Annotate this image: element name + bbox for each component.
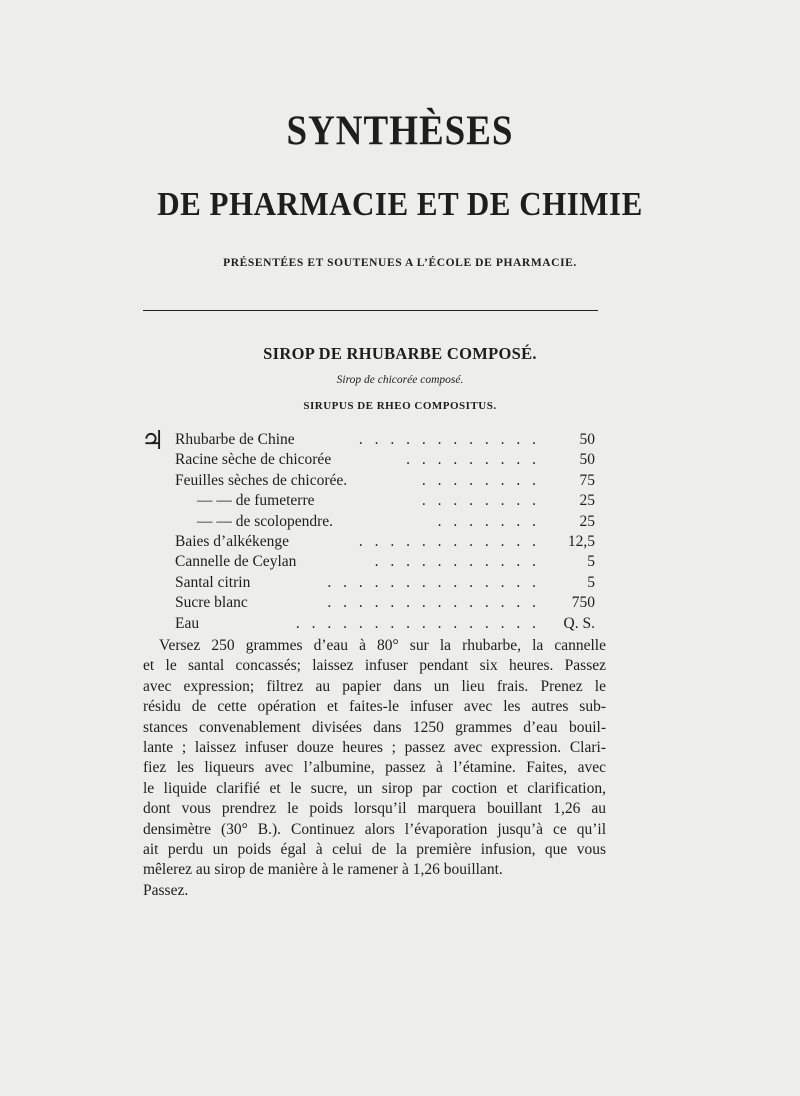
ingredient-list	[175, 430, 595, 634]
ingredient-quantity: 25	[579, 492, 595, 510]
ingredient-row	[175, 573, 595, 593]
paragraph-line: Versez 250 grammes d’eau à 80° sur la rhubarbe, la cannelle	[159, 637, 606, 654]
ingredient-name: Santal citrin	[175, 573, 251, 591]
ingredient-row	[175, 491, 595, 511]
ingredient-row	[175, 552, 595, 572]
ingredient-row	[175, 532, 595, 552]
ingredient-quantity: 75	[579, 471, 595, 489]
ingredient-name: Baies d’alkékenge	[175, 532, 290, 550]
paragraph-line: lante ; laissez infuser douze heures ; passez avec expression. Clari-	[143, 738, 606, 756]
ingredient-name: — — de fumeterre	[197, 492, 315, 510]
ingredient-name: Feuilles sèches de chicorée.	[175, 471, 348, 489]
leader-dots: . . . . . . . . .	[406, 451, 540, 469]
ingredient-row	[175, 593, 595, 613]
page-subtitle: PRÉSENTÉES ET SOUTENUES A L’ÉCOLE DE PHARMACIE.	[223, 257, 577, 269]
section-italic-subtitle: Sirop de chicorée composé.	[336, 374, 464, 386]
paragraph-line: mêlerez au sirop de manière à le ramener à 1,26 bouillant.	[143, 861, 503, 879]
ingredient-quantity: 50	[579, 451, 595, 469]
page-title: SYNTHÈSES	[286, 107, 514, 156]
ingredient-row	[175, 614, 595, 634]
leader-dots: . . . . . . . . . . .	[374, 553, 540, 571]
ingredient-row	[175, 471, 595, 491]
ingredient-quantity: 750	[571, 594, 595, 612]
paragraph-line: densimètre (30° B.). Continuez alors l’évaporation jusqu’à ce qu’il	[143, 820, 606, 838]
ingredient-quantity: 5	[587, 553, 595, 571]
paragraph-line: et le santal concassés; laissez infuser pendant six heures. Passez	[143, 657, 606, 675]
leader-dots: . . . . . . . .	[421, 471, 540, 489]
instructions-paragraph	[143, 636, 606, 901]
ingredient-name: — — de scolopendre.	[197, 512, 334, 530]
paragraph-line: le liquide clarifié et le sucre, un sirop par coction et clarification,	[143, 779, 606, 797]
paragraph-line: fiez les liqueurs avec l’albumine, passez à l’étamine. Faites, avec	[143, 759, 606, 777]
leader-dots: . . . . . . . . . . . .	[358, 431, 540, 448]
ingredient-quantity: 12,5	[567, 532, 595, 550]
ingredient-name: Eau	[175, 614, 200, 632]
divider-rule	[143, 310, 598, 311]
paragraph-line: résidu de cette opération et faites-le infuser avec les autres sub-	[143, 698, 606, 716]
leader-dots: . . . . . . . . . . . . . .	[327, 573, 540, 591]
page-title-line2: DE PHARMACIE ET DE CHIMIE	[157, 184, 643, 223]
ingredient-quantity: 50	[579, 431, 595, 448]
ingredient-row	[175, 450, 595, 470]
recipe-symbol-icon: ♃	[141, 426, 165, 455]
leader-dots: . . . . . . . .	[421, 492, 540, 510]
ingredient-row	[175, 430, 595, 450]
leader-dots: . . . . . . . . . . . .	[358, 532, 540, 550]
ingredient-quantity: Q. S.	[563, 614, 595, 632]
ingredient-row	[175, 512, 595, 532]
paragraph-line: stances convenablement divisées dans 1250 grammes d’eau bouil-	[143, 718, 606, 736]
ingredient-name: Cannelle de Ceylan	[175, 553, 297, 571]
paragraph-line: ait perdu un poids égal à celui de la première infusion, que vous	[143, 840, 606, 858]
section-latin-title: SIRUPUS DE RHEO COMPOSITUS.	[303, 400, 497, 412]
paragraph-line: Passez.	[143, 881, 189, 899]
ingredient-name: Rhubarbe de Chine	[175, 431, 295, 448]
ingredient-name: Sucre blanc	[175, 594, 248, 612]
section-title: SIROP DE RHUBARBE COMPOSÉ.	[263, 344, 537, 363]
ingredient-name: Racine sèche de chicorée	[175, 451, 332, 469]
leader-dots: . . . . . . . . . . . . . . . .	[295, 614, 540, 632]
paragraph-line: avec expression; filtrez au papier dans un lieu frais. Prenez le	[143, 677, 606, 695]
leader-dots: . . . . . . . . . . . . . .	[327, 594, 540, 612]
ingredient-quantity: 5	[587, 573, 595, 591]
leader-dots: . . . . . . .	[437, 512, 540, 530]
ingredient-quantity: 25	[579, 512, 595, 530]
paragraph-line: dont vous prendrez le poids lorsqu’il marquera bouillant 1,26 au	[143, 800, 606, 818]
